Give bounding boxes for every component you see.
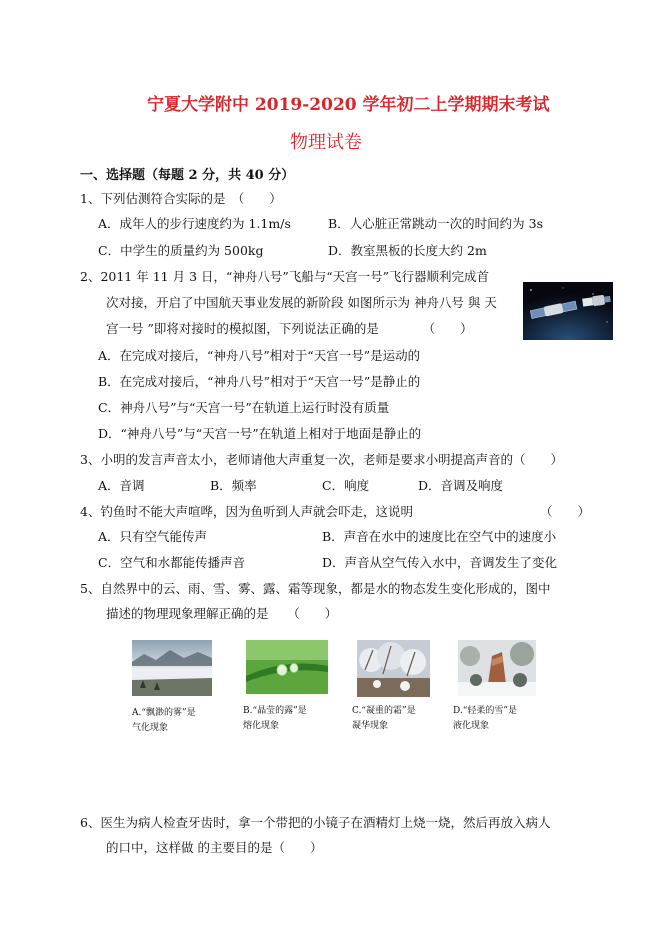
question-1-stem: 1、下列估测符合实际的是 （ ） [80, 191, 282, 206]
frost-photo [357, 640, 430, 697]
question-2-option-d: D．“神舟八号”与“天宫一号”在轨道上相对于地面是静止的 [98, 426, 422, 441]
question-2-option-b: B．在完成对接后，“神舟八号”相对于“天宫一号”是静止的 [98, 374, 421, 389]
question-3-stem: 3、小明的发言声音太小，老师请他大声重复一次，老师是要求小明提高声音的（ ） [80, 452, 563, 467]
snow-photo [458, 640, 536, 696]
frost-caption [352, 704, 416, 734]
question-2-stem-line-2: 次对接，开启了中国航天事业发展的新阶段 如图所示为 神舟八号 與 天 [106, 295, 497, 310]
question-1-option-b: B．人心脏正常跳动一次的时间约为 3s [328, 216, 544, 231]
section-heading: 一、选择题（每题 2 分，共 40 分） [80, 168, 295, 183]
question-2-stem-line-1: 2、2011 年 11 月 3 日，“神舟八号”飞船与“天宫一号”飞行器顺利完成首 [80, 269, 490, 284]
question-3-option-c: C．响度 [322, 478, 370, 493]
question-6-stem-line-1: 6、医生为病人检查牙齿时，拿一个带把的小镜子在酒精灯上烧一烧，然后再放入病人 [80, 815, 551, 830]
dew-caption-line-2: 熔化现象 [243, 721, 280, 731]
question-4-option-a: A．只有空气能传声 [98, 529, 208, 544]
question-1-option-d: D．教室黑板的长度大约 2m [328, 243, 487, 258]
fog-caption [132, 706, 196, 736]
question-2-option-a: A．在完成对接后，“神舟八号”相对于“天宫一号”是运动的 [98, 348, 421, 363]
snow-caption [453, 704, 517, 734]
snow-caption-line-2: 液化现象 [453, 721, 490, 731]
fog-caption-line-1: A.“飘渺的雾”是 [132, 708, 196, 718]
question-4-option-c: C．空气和水都能传播声音 [98, 555, 246, 570]
frost-caption-line-1: C.“凝重的霜”是 [352, 706, 416, 716]
question-3-option-b: B．频率 [210, 478, 257, 493]
question-4-option-d: D．声音从空气传入水中，音调发生了变化 [322, 555, 558, 570]
question-1-option-c: C．中学生的质量约为 500kg [98, 243, 264, 258]
fog-photo [132, 640, 212, 696]
dew-caption-line-1: B.“晶莹的露”是 [243, 706, 307, 716]
snow-caption-line-1: D.“轻柔的雪”是 [453, 706, 517, 716]
question-3-option-a: A．音调 [98, 478, 145, 493]
question-3-option-d: D．音调及响度 [418, 478, 504, 493]
frost-caption-line-2: 凝华现象 [352, 721, 389, 731]
spacecraft-docking-image [523, 282, 613, 340]
question-5-stem-line-1: 5、自然界中的云、雨、雪、雾、露、霜等现象，都是水的物态发生变化形成的，图中 [80, 581, 551, 596]
question-4-stem: 4、钓鱼时不能大声喧哗，因为鱼听到人声就会吓走，这说明 [80, 504, 413, 519]
question-2-option-c: C．神舟八号”与“天宫一号”在轨道上运行时没有质量 [98, 400, 390, 415]
page-subtitle: 物理试卷 [290, 132, 362, 153]
question-4-option-b: B．声音在水中的速度比在空气中的速度小 [322, 529, 557, 544]
question-6-stem-line-2: 的口中，这样做 的主要目的是（ ） [106, 840, 323, 855]
question-5-stem-line-2: 描述的物理现象理解正确的是 （ ） [106, 606, 338, 621]
question-4-answer-paren: （ ） [540, 504, 591, 519]
question-1-option-a: A．成年人的步行速度约为 1.1m/s [98, 216, 291, 231]
question-2-stem-line-3: 宫一号 ”即将对接时的模拟图，下列说法正确的是 （ ） [106, 321, 473, 336]
fog-caption-line-2: 气化现象 [132, 723, 169, 733]
page-title: 宁夏大学附中 2019-2020 学年初二上学期期末考试 [147, 95, 550, 115]
dew-photo [246, 640, 328, 694]
dew-caption [243, 704, 307, 734]
